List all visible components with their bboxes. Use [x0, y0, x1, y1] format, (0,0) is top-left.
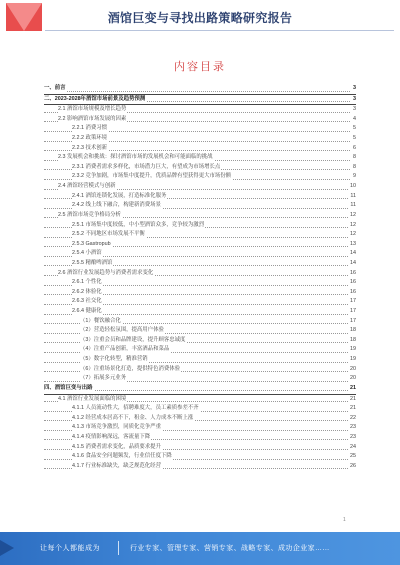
toc-entry[interactable]: [44, 404, 356, 414]
toc-entry-label: 4.1.3 市场竞争激烈，同质化竞争严重: [72, 423, 162, 433]
toc-entry-page: 14: [349, 259, 356, 269]
toc-entry[interactable]: [44, 395, 356, 405]
toc-entry-page: 19: [349, 355, 356, 365]
toc-entry-page: 21: [349, 384, 356, 394]
toc-entry-page: 17: [349, 317, 356, 327]
toc-entry-label: 2.5.3 Gastropub: [72, 240, 112, 250]
toc-entry-label: 2.2.3 技术创新: [72, 144, 108, 154]
page-number-mark: 1: [343, 517, 346, 523]
toc-entry-label: 4.1.1 人员流动性大，招聘难度大，员工素质参差不齐: [72, 404, 200, 414]
toc-entry-page: 3: [352, 95, 356, 105]
toc-entry[interactable]: [44, 211, 356, 221]
toc-entry[interactable]: [44, 423, 356, 433]
toc-entry-page: 20: [349, 365, 356, 375]
toc-entry-page: 26: [349, 462, 356, 472]
toc-entry[interactable]: [44, 297, 356, 307]
footer-tagline: 行业专家、管理专家、营销专家、战略专家、成功企业家……: [130, 545, 330, 552]
toc-entry-label: 4.1.2 经营成本居高不下，租金、人力成本不断上涨: [72, 414, 194, 424]
toc-entry[interactable]: [44, 269, 356, 279]
toc-entry-page: 19: [349, 345, 356, 355]
toc-entry[interactable]: [44, 144, 356, 154]
toc-entry[interactable]: [44, 345, 356, 355]
toc-entry-label: 4.1.5 消费者需求变化，品质要求提升: [72, 443, 162, 453]
toc-entry[interactable]: [44, 124, 356, 134]
toc-entry-label: 2.2.2 政策环境: [72, 134, 108, 144]
toc-entry[interactable]: [44, 259, 356, 269]
toc-entry-label: 2.3.1 消费者需求多样化，市场潜力巨大，有望成为市场增长点: [72, 163, 221, 173]
toc-entry-label: 2.5.4 小酒馆: [72, 249, 103, 259]
toc-entry-page: 9: [352, 172, 356, 182]
toc-entry-label: 2.3.2 竞争加剧，市场集中度提升，优质品牌有望获得更大市场份额: [72, 172, 232, 182]
toc-entry-label: （2）营造轻松氛围，提高用户体验: [80, 326, 165, 336]
toc-entry-page: 10: [349, 182, 356, 192]
toc-entry-page: 12: [349, 211, 356, 221]
toc-entry-label: 2.4.1 酒馆连锁化发展，打造标准化服务: [72, 192, 167, 202]
table-of-contents: [44, 84, 356, 471]
toc-entry-label: 4.1.6 食品安全问题频发，行业信任度下降: [72, 452, 173, 462]
toc-entry[interactable]: [44, 192, 356, 202]
toc-entry-page: 8: [352, 163, 356, 173]
footer-slogan: 让每个人都能成为: [40, 545, 100, 552]
toc-entry-label: （1）餐饮融合化: [80, 317, 122, 327]
toc-entry-page: 5: [352, 134, 356, 144]
toc-entry[interactable]: [44, 153, 356, 163]
toc-entry-label: （5）数字化转型，精准营销: [80, 355, 149, 365]
toc-entry-page: 4: [352, 115, 356, 125]
toc-entry-page: 21: [349, 395, 356, 405]
toc-title: 内容目录: [174, 61, 226, 73]
toc-entry-label: 2.5.2 不同地区市场发展不平衡: [72, 230, 146, 240]
toc-entry[interactable]: [44, 240, 356, 250]
toc-entry-page: 3: [352, 84, 356, 94]
toc-entry-page: 22: [349, 414, 356, 424]
toc-entry[interactable]: [44, 134, 356, 144]
toc-entry-label: 四、酒馆巨变与出路: [44, 384, 94, 394]
toc-entry-label: 4.1.7 行业标准缺失，缺乏规范化经营: [72, 462, 162, 472]
toc-entry-page: 3: [352, 105, 356, 115]
toc-entry[interactable]: [44, 326, 356, 336]
toc-entry-label: 4.1.4 疫情影响深远，客流量下降: [72, 433, 151, 443]
header-divider: [45, 30, 394, 31]
toc-entry-page: 18: [349, 326, 356, 336]
toc-entry-label: 2.6.4 健康化: [72, 307, 103, 317]
toc-entry-page: 14: [349, 249, 356, 259]
toc-entry-label: 2.5 酒馆市场竞争格局分析: [58, 211, 122, 221]
toc-entry-page: 5: [352, 124, 356, 134]
toc-leader-dots: [44, 91, 350, 92]
toc-entry-page: 20: [349, 374, 356, 384]
toc-entry[interactable]: [44, 163, 356, 173]
toc-entry-page: 6: [352, 144, 356, 154]
toc-entry[interactable]: [44, 115, 356, 125]
page-footer: [0, 532, 400, 565]
toc-entry-label: 2.5.5 精酿啤酒馆: [72, 259, 113, 269]
toc-entry[interactable]: [44, 105, 356, 115]
toc-entry-page: 17: [349, 307, 356, 317]
toc-entry-label: 二、2023-2028年酒馆市场前景及趋势预测: [44, 95, 146, 105]
toc-entry-page: 16: [349, 269, 356, 279]
footer-separator: [118, 541, 119, 555]
toc-entry-label: （3）注重会员和品牌建设，提升顾客忠诚度: [80, 336, 186, 346]
toc-entry-label: （6）注重场景化打造，提供特色消费体验: [80, 365, 181, 375]
toc-entry-label: 2.3 发展机会和挑战：探讨酒馆市场的发展机会和可能面临的挑战: [58, 153, 214, 163]
toc-entry-label: 2.4.2 线上线下融合，构建新消费场景: [72, 201, 162, 211]
toc-entry-label: 一、前言: [44, 84, 67, 94]
toc-entry[interactable]: [44, 365, 356, 375]
toc-entry[interactable]: [44, 355, 356, 365]
toc-entry-label: 4.1 酒馆行业发展面临的困境: [58, 395, 127, 405]
toc-entry-page: 17: [349, 297, 356, 307]
toc-entry-label: 2.6.3 社交化: [72, 297, 103, 307]
toc-entry-page: 11: [349, 201, 356, 211]
toc-entry-page: 12: [349, 221, 356, 231]
toc-entry-page: 8: [352, 153, 356, 163]
toc-entry-page: 11: [349, 192, 356, 202]
toc-entry-page: 23: [349, 433, 356, 443]
toc-entry[interactable]: [44, 307, 356, 317]
toc-entry-label: 2.1 酒馆市场规模及增长趋势: [58, 105, 127, 115]
toc-entry[interactable]: [44, 443, 356, 453]
toc-entry[interactable]: [44, 452, 356, 462]
toc-entry[interactable]: [44, 201, 356, 211]
toc-entry[interactable]: [44, 182, 356, 192]
toc-entry[interactable]: [44, 462, 356, 472]
toc-entry-label: （4）注重产品创新，丰富酒品和菜品: [80, 345, 170, 355]
toc-entry[interactable]: [44, 288, 356, 298]
toc-entry-label: 2.5.1 市场集中度较低，中小型酒馆众多，竞争较为激烈: [72, 221, 205, 231]
toc-entry[interactable]: [44, 84, 356, 95]
footer-arrow-icon: [0, 540, 14, 556]
toc-entry[interactable]: [44, 230, 356, 240]
toc-entry[interactable]: [44, 374, 356, 384]
toc-entry-page: 13: [349, 240, 356, 250]
toc-entry[interactable]: [44, 433, 356, 443]
toc-entry-page: 12: [349, 230, 356, 240]
toc-entry-label: 2.6.2 体验化: [72, 288, 103, 298]
toc-entry-label: 2.6 酒馆行业发展趋势与消费者需求变化: [58, 269, 154, 279]
toc-entry-label: 2.2 影响酒馆市场发展的因素: [58, 115, 127, 125]
toc-entry[interactable]: [44, 95, 356, 106]
report-title: 酒馆巨变与寻找出路策略研究报告: [107, 11, 293, 25]
toc-entry[interactable]: [44, 317, 356, 327]
toc-entry-page: 16: [349, 278, 356, 288]
toc-entry[interactable]: [44, 278, 356, 288]
toc-entry[interactable]: [44, 384, 356, 395]
toc-entry[interactable]: [44, 249, 356, 259]
page-header: [0, 0, 400, 34]
toc-entry-page: 16: [349, 288, 356, 298]
toc-entry-page: 18: [349, 336, 356, 346]
toc-entry[interactable]: [44, 172, 356, 182]
toc-entry-page: 23: [349, 423, 356, 433]
toc-entry-label: 2.4 酒馆经营模式与创新: [58, 182, 117, 192]
toc-entry-page: 24: [349, 443, 356, 453]
toc-entry[interactable]: [44, 221, 356, 231]
toc-entry[interactable]: [44, 336, 356, 346]
toc-entry-label: （7）拓展多元业务: [80, 374, 127, 384]
toc-entry-page: 25: [349, 452, 356, 462]
toc-entry[interactable]: [44, 414, 356, 424]
toc-entry-label: 2.6.1 个性化: [72, 278, 103, 288]
toc-entry-label: 2.2.1 消费习惯: [72, 124, 108, 134]
toc-entry-page: 21: [349, 404, 356, 414]
